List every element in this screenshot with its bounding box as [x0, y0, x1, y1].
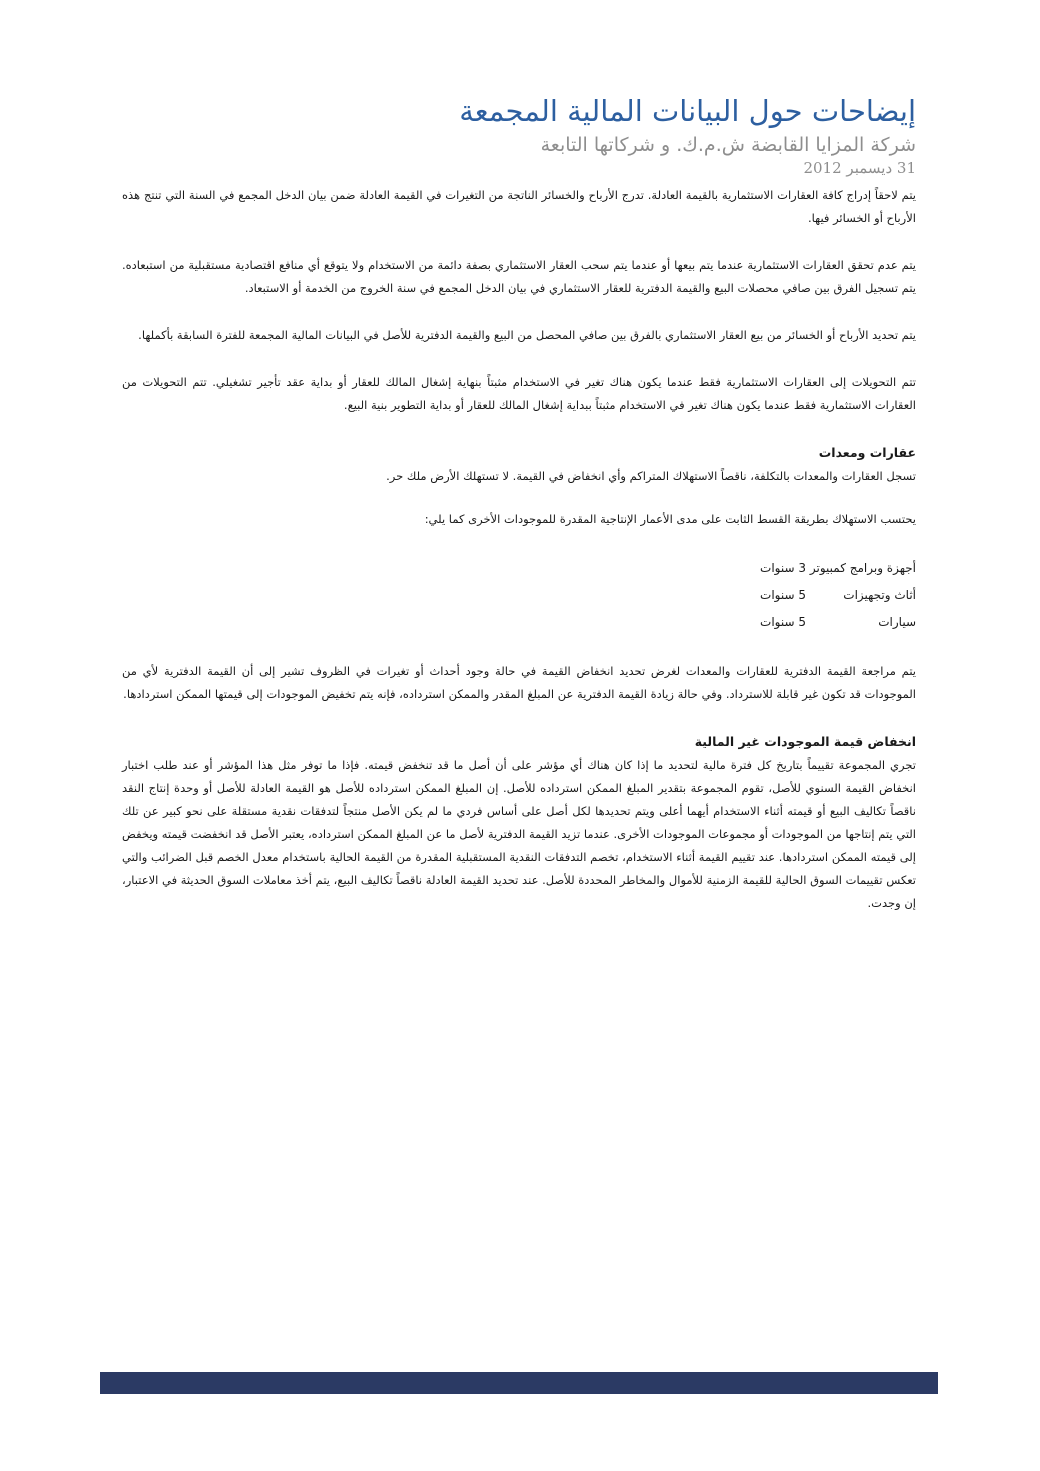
asset-life: 5 سنوات [760, 588, 806, 602]
asset-life: 3 سنوات [760, 561, 806, 575]
report-date: 31 ديسمبر 2012 [803, 159, 916, 177]
company-name: شركة المزايا القابضة ش.م.ك. و شركاتها التابعة [540, 134, 916, 156]
paragraph-derecognition: يتم عدم تحقق العقارات الاستثمارية عندما يتم بيعها أو عندما يتم سحب العقار الاستثماري بصفة دائمة من الاستخدام ولا يتوقع أي منافع اقتصادية مستقبلية من استبعاده. يتم تسجيل الفرق بين صافي محصلات البيع والقيمة الدفترية للعقار الاستثماري في بيان الدخل المجمع في سنة الخروج من الخدمة أو الاستبعاد. [122, 258, 916, 295]
asset-name: أثاث وتجهيزات [843, 588, 916, 602]
list-item [122, 609, 916, 636]
paragraph-fair-value: يتم لاحقاً إدراج كافة العقارات الاستثمارية بالقيمة العادلة. تدرج الأرباح والخسائر الناتجة من التغيرات في القيمة العادلة ضمن بيان الدخل المجمع في السنة التي تنتج هذه الأرباح أو الخسائر فيها. [122, 188, 916, 225]
asset-life: 5 سنوات [760, 615, 806, 629]
list-item [122, 555, 916, 582]
paragraph-carrying-review: يتم مراجعة القيمة الدفترية للعقارات والمعدات لغرض تحديد انخفاض القيمة في حالة وجود أحداث أو تغيرات في الظروف تشير إلى أن القيمة الدفترية لأي من الموجودات قد تكون غير قابلة للاسترداد. وفي حالة زيادة القيمة الدفترية عن المبلغ المقدر والممكن استرداده، فإنه يتم تخفيض الموجودات إلى قيمتها الممكن استردادها. [122, 664, 916, 701]
depreciation-rates-list [122, 555, 916, 636]
asset-name: أجهزة وبرامج كمبيوتر [809, 561, 916, 575]
paragraph-depreciation: يحتسب الاستهلاك بطريقة القسط الثابت على مدى الأعمار الإنتاجية المقدرة للموجودات الأخرى كما يلي: [424, 512, 916, 526]
paragraph-transfers: تتم التحويلات إلى العقارات الاستثمارية فقط عندما يكون هناك تغير في الاستخدام مثبتاً بنهاية إشغال المالك للعقار أو بداية عقد تأجير تشغيلي. تتم التحويلات من العقارات الاستثمارية فقط عندما يكون هناك تغير في الاستخدام مثبتاً ببداية إشغال المالك للعقار أو بداية التطوير بنية البيع. [122, 375, 916, 412]
asset-name: سيارات [878, 615, 916, 629]
section-heading-property: عقارات ومعدات [818, 445, 916, 460]
paragraph-property-intro: تسجل العقارات والمعدات بالتكلفة، ناقصاً الاستهلاك المتراكم وأي انخفاض في القيمة. لا تستهلك الأرض ملك حر. [386, 469, 916, 483]
paragraph-impairment: تجري المجموعة تقييماً بتاريخ كل فترة مالية لتحديد ما إذا كان هناك أي مؤشر على أن أصل ما قد تنخفض قيمته. فإذا ما توفر مثل هذا المؤشر أو عند طلب اختبار انخفاض القيمة السنوي للأصل، تقوم المجموعة بتقدير المبلغ الممكن استرداده للأصل. إن المبلغ الممكن استرداده للأصل هو القيمة العادلة للأصل أو وحدة إنتاج النقد ناقصاً تكاليف البيع أو قيمته أثناء الاستخدام أيهما أعلى ويتم تحديدها لكل أصل على أساس فردي ما لم يكن الأصل منتجاً لتدفقات نقدية مستقلة على نحو كبير عن تلك التي يتم إنتاجها من الموجودات أو مجموعات الموجودات الأخرى. عندما تزيد القيمة الدفترية لأصل ما عن المبلغ الممكن استرداده، يعتبر الأصل قد انخفضت قيمته ويخفض إلى قيمته الممكن استردادها. عند تقييم القيمة أثناء الاستخدام، تخصم التدفقات النقدية المستقبلية المقدرة من القيمة الحالية باستخدام معدل الخصم قبل الضرائب والتي تعكس تقييمات السوق الحالية للقيمة الزمنية للأموال والمخاطر المحددة للأصل. عند تحديد القيمة العادلة ناقصاً تكاليف البيع، يتم أخذ معاملات السوق الحديثة في الاعتبار، إن وجدت. [122, 758, 916, 910]
list-item [122, 582, 916, 609]
page-title: إيضاحات حول البيانات المالية المجمعة [459, 94, 916, 128]
footer-bar [100, 1372, 938, 1394]
paragraph-gains-losses: يتم تحديد الأرباح أو الخسائر من بيع العقار الاستثماري بالفرق بين صافي المحصل من البيع والقيمة الدفترية للأصل في البيانات المالية المجمعة للفترة السابقة بأكملها. [138, 328, 916, 342]
section-heading-impairment: انخفاض قيمة الموجودات غير المالية [694, 734, 916, 749]
document-page [122, 92, 916, 915]
